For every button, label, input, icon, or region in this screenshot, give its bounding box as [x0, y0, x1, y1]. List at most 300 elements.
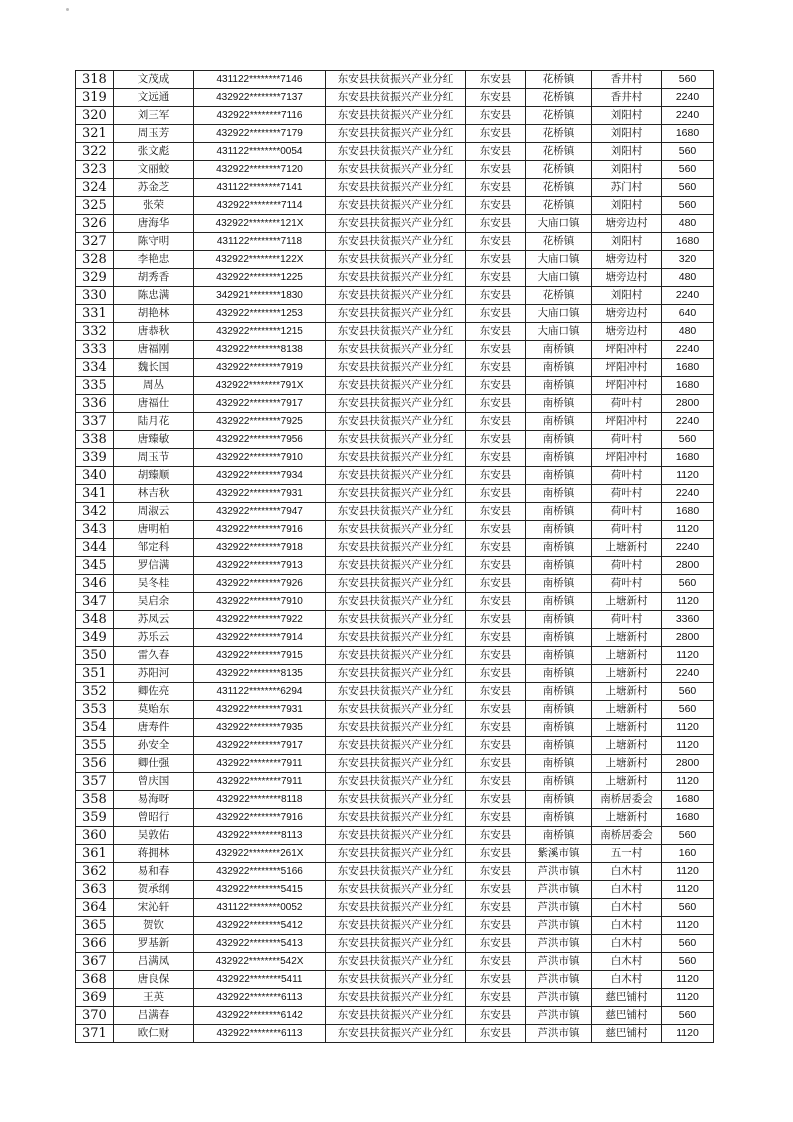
amount-cell: 560	[662, 827, 714, 845]
id-number-cell: 431122********7146	[194, 71, 326, 89]
person-name-cell: 吴启余	[114, 593, 194, 611]
id-number-cell: 432922********7931	[194, 701, 326, 719]
row-number-cell: 350	[76, 647, 114, 665]
project-name-cell: 东安县扶贫振兴产业分红	[326, 125, 466, 143]
person-name-cell: 唐海华	[114, 215, 194, 233]
person-name-cell: 易和春	[114, 863, 194, 881]
village-cell: 刘阳村	[592, 161, 662, 179]
amount-cell: 1120	[662, 1025, 714, 1043]
project-name-cell: 东安县扶贫振兴产业分红	[326, 269, 466, 287]
person-name-cell: 苏凤云	[114, 611, 194, 629]
county-cell: 东安县	[466, 233, 526, 251]
person-name-cell: 曾昭行	[114, 809, 194, 827]
id-number-cell: 432922********7947	[194, 503, 326, 521]
id-number-cell: 432922********6113	[194, 989, 326, 1007]
id-number-cell: 432922********7917	[194, 737, 326, 755]
project-name-cell: 东安县扶贫振兴产业分红	[326, 701, 466, 719]
town-cell: 芦洪市镇	[526, 863, 592, 881]
row-number-cell: 322	[76, 143, 114, 161]
table-row	[76, 539, 714, 557]
village-cell: 坪阳冲村	[592, 413, 662, 431]
id-number-cell: 432922********7919	[194, 359, 326, 377]
id-number-cell: 432922********1253	[194, 305, 326, 323]
village-cell: 上塘新村	[592, 809, 662, 827]
town-cell: 南桥镇	[526, 521, 592, 539]
village-cell: 香井村	[592, 89, 662, 107]
table-row	[76, 971, 714, 989]
table-row	[76, 503, 714, 521]
row-number-cell: 328	[76, 251, 114, 269]
row-number-cell: 341	[76, 485, 114, 503]
county-cell: 东安县	[466, 719, 526, 737]
person-name-cell: 文丽蛟	[114, 161, 194, 179]
amount-cell: 1120	[662, 773, 714, 791]
id-number-cell: 432922********7120	[194, 161, 326, 179]
row-number-cell: 335	[76, 377, 114, 395]
table-row	[76, 863, 714, 881]
table-row	[76, 593, 714, 611]
county-cell: 东安县	[466, 521, 526, 539]
village-cell: 坪阳冲村	[592, 341, 662, 359]
row-number-cell: 343	[76, 521, 114, 539]
table-row	[76, 413, 714, 431]
person-name-cell: 曾庆国	[114, 773, 194, 791]
person-name-cell: 魏长国	[114, 359, 194, 377]
table-row	[76, 953, 714, 971]
id-number-cell: 432922********8138	[194, 341, 326, 359]
project-name-cell: 东安县扶贫振兴产业分红	[326, 341, 466, 359]
person-name-cell: 宋沁轩	[114, 899, 194, 917]
town-cell: 芦洪市镇	[526, 989, 592, 1007]
row-number-cell: 357	[76, 773, 114, 791]
table-row	[76, 683, 714, 701]
id-number-cell: 431122********7118	[194, 233, 326, 251]
project-name-cell: 东安县扶贫振兴产业分红	[326, 827, 466, 845]
village-cell: 白木村	[592, 899, 662, 917]
county-cell: 东安县	[466, 773, 526, 791]
id-number-cell: 432922********6113	[194, 1025, 326, 1043]
id-number-cell: 432922********542X	[194, 953, 326, 971]
county-cell: 东安县	[466, 809, 526, 827]
county-cell: 东安县	[466, 485, 526, 503]
county-cell: 东安县	[466, 899, 526, 917]
village-cell: 塘旁边村	[592, 251, 662, 269]
row-number-cell: 364	[76, 899, 114, 917]
table-row	[76, 647, 714, 665]
town-cell: 花桥镇	[526, 71, 592, 89]
id-number-cell: 432922********5411	[194, 971, 326, 989]
row-number-cell: 319	[76, 89, 114, 107]
village-cell: 白木村	[592, 917, 662, 935]
person-name-cell: 周丛	[114, 377, 194, 395]
project-name-cell: 东安县扶贫振兴产业分红	[326, 107, 466, 125]
row-number-cell: 347	[76, 593, 114, 611]
id-number-cell: 432922********7114	[194, 197, 326, 215]
county-cell: 东安县	[466, 827, 526, 845]
person-name-cell: 陆月花	[114, 413, 194, 431]
person-name-cell: 雷久春	[114, 647, 194, 665]
id-number-cell: 432922********8113	[194, 827, 326, 845]
table-row	[76, 341, 714, 359]
county-cell: 东安县	[466, 917, 526, 935]
table-row	[76, 557, 714, 575]
id-number-cell: 432922********7926	[194, 575, 326, 593]
village-cell: 上塘新村	[592, 773, 662, 791]
project-name-cell: 东安县扶贫振兴产业分红	[326, 791, 466, 809]
id-number-cell: 432922********7916	[194, 809, 326, 827]
row-number-cell: 333	[76, 341, 114, 359]
county-cell: 东安县	[466, 575, 526, 593]
town-cell: 南桥镇	[526, 503, 592, 521]
row-number-cell: 356	[76, 755, 114, 773]
village-cell: 上塘新村	[592, 719, 662, 737]
amount-cell: 1680	[662, 809, 714, 827]
id-number-cell: 432922********6142	[194, 1007, 326, 1025]
county-cell: 东安县	[466, 107, 526, 125]
project-name-cell: 东安县扶贫振兴产业分红	[326, 575, 466, 593]
town-cell: 南桥镇	[526, 413, 592, 431]
town-cell: 南桥镇	[526, 395, 592, 413]
person-name-cell: 胡秀香	[114, 269, 194, 287]
project-name-cell: 东安县扶贫振兴产业分红	[326, 305, 466, 323]
village-cell: 荷叶村	[592, 521, 662, 539]
row-number-cell: 352	[76, 683, 114, 701]
row-number-cell: 334	[76, 359, 114, 377]
town-cell: 紫溪市镇	[526, 845, 592, 863]
row-number-cell: 370	[76, 1007, 114, 1025]
row-number-cell: 321	[76, 125, 114, 143]
id-number-cell: 432922********8135	[194, 665, 326, 683]
town-cell: 南桥镇	[526, 737, 592, 755]
village-cell: 刘阳村	[592, 107, 662, 125]
town-cell: 花桥镇	[526, 287, 592, 305]
amount-cell: 1120	[662, 989, 714, 1007]
project-name-cell: 东安县扶贫振兴产业分红	[326, 287, 466, 305]
amount-cell: 1680	[662, 503, 714, 521]
id-number-cell: 432922********121X	[194, 215, 326, 233]
village-cell: 南桥居委会	[592, 827, 662, 845]
row-number-cell: 363	[76, 881, 114, 899]
county-cell: 东安县	[466, 593, 526, 611]
village-cell: 白木村	[592, 971, 662, 989]
table-row	[76, 215, 714, 233]
village-cell: 荷叶村	[592, 485, 662, 503]
town-cell: 大庙口镇	[526, 269, 592, 287]
county-cell: 东安县	[466, 971, 526, 989]
project-name-cell: 东安县扶贫振兴产业分红	[326, 989, 466, 1007]
amount-cell: 160	[662, 845, 714, 863]
village-cell: 荷叶村	[592, 431, 662, 449]
id-number-cell: 432922********5413	[194, 935, 326, 953]
town-cell: 芦洪市镇	[526, 953, 592, 971]
county-cell: 东安县	[466, 863, 526, 881]
person-name-cell: 蒋拥林	[114, 845, 194, 863]
scan-speck	[66, 8, 69, 11]
village-cell: 荷叶村	[592, 575, 662, 593]
person-name-cell: 李艳忠	[114, 251, 194, 269]
amount-cell: 560	[662, 899, 714, 917]
table-row	[76, 431, 714, 449]
amount-cell: 560	[662, 683, 714, 701]
amount-cell: 560	[662, 143, 714, 161]
table-row	[76, 719, 714, 737]
county-cell: 东安县	[466, 953, 526, 971]
village-cell: 刘阳村	[592, 233, 662, 251]
amount-cell: 1120	[662, 737, 714, 755]
id-number-cell: 431122********0052	[194, 899, 326, 917]
person-name-cell: 周玉节	[114, 449, 194, 467]
person-name-cell: 刘三军	[114, 107, 194, 125]
village-cell: 荷叶村	[592, 467, 662, 485]
table-row	[76, 467, 714, 485]
row-number-cell: 358	[76, 791, 114, 809]
amount-cell: 480	[662, 215, 714, 233]
id-number-cell: 432922********7913	[194, 557, 326, 575]
project-name-cell: 东安县扶贫振兴产业分红	[326, 161, 466, 179]
row-number-cell: 320	[76, 107, 114, 125]
town-cell: 花桥镇	[526, 89, 592, 107]
project-name-cell: 东安县扶贫振兴产业分红	[326, 593, 466, 611]
amount-cell: 2240	[662, 665, 714, 683]
id-number-cell: 432922********7934	[194, 467, 326, 485]
person-name-cell: 贺承纲	[114, 881, 194, 899]
village-cell: 上塘新村	[592, 683, 662, 701]
town-cell: 南桥镇	[526, 773, 592, 791]
county-cell: 东安县	[466, 449, 526, 467]
county-cell: 东安县	[466, 935, 526, 953]
project-name-cell: 东安县扶贫振兴产业分红	[326, 773, 466, 791]
village-cell: 坪阳冲村	[592, 449, 662, 467]
row-number-cell: 353	[76, 701, 114, 719]
person-name-cell: 卿佐亮	[114, 683, 194, 701]
project-name-cell: 东安县扶贫振兴产业分红	[326, 539, 466, 557]
row-number-cell: 324	[76, 179, 114, 197]
row-number-cell: 349	[76, 629, 114, 647]
county-cell: 东安县	[466, 377, 526, 395]
amount-cell: 2800	[662, 557, 714, 575]
town-cell: 南桥镇	[526, 701, 592, 719]
table-row	[76, 611, 714, 629]
id-number-cell: 432922********7922	[194, 611, 326, 629]
row-number-cell: 367	[76, 953, 114, 971]
village-cell: 白木村	[592, 881, 662, 899]
village-cell: 塘旁边村	[592, 215, 662, 233]
row-number-cell: 323	[76, 161, 114, 179]
town-cell: 南桥镇	[526, 629, 592, 647]
id-number-cell: 432922********7925	[194, 413, 326, 431]
town-cell: 南桥镇	[526, 755, 592, 773]
person-name-cell: 唐寿件	[114, 719, 194, 737]
county-cell: 东安县	[466, 179, 526, 197]
person-name-cell: 罗基新	[114, 935, 194, 953]
amount-cell: 1120	[662, 917, 714, 935]
county-cell: 东安县	[466, 629, 526, 647]
person-name-cell: 苏金芝	[114, 179, 194, 197]
project-name-cell: 东安县扶贫振兴产业分红	[326, 881, 466, 899]
person-name-cell: 胡艳林	[114, 305, 194, 323]
person-name-cell: 孙安全	[114, 737, 194, 755]
row-number-cell: 325	[76, 197, 114, 215]
town-cell: 南桥镇	[526, 647, 592, 665]
town-cell: 南桥镇	[526, 377, 592, 395]
person-name-cell: 吴敦佑	[114, 827, 194, 845]
row-number-cell: 371	[76, 1025, 114, 1043]
table-row	[76, 449, 714, 467]
amount-cell: 1120	[662, 881, 714, 899]
project-name-cell: 东安县扶贫振兴产业分红	[326, 71, 466, 89]
amount-cell: 1120	[662, 467, 714, 485]
table-row	[76, 755, 714, 773]
town-cell: 南桥镇	[526, 485, 592, 503]
amount-cell: 1680	[662, 359, 714, 377]
village-cell: 白木村	[592, 935, 662, 953]
amount-cell: 1120	[662, 863, 714, 881]
village-cell: 塘旁边村	[592, 323, 662, 341]
id-number-cell: 432922********7910	[194, 593, 326, 611]
row-number-cell: 332	[76, 323, 114, 341]
row-number-cell: 348	[76, 611, 114, 629]
person-name-cell: 唐明柏	[114, 521, 194, 539]
county-cell: 东安县	[466, 341, 526, 359]
county-cell: 东安县	[466, 1007, 526, 1025]
person-name-cell: 文远通	[114, 89, 194, 107]
id-number-cell: 432922********7179	[194, 125, 326, 143]
table-row	[76, 827, 714, 845]
row-number-cell: 354	[76, 719, 114, 737]
person-name-cell: 林吉秋	[114, 485, 194, 503]
table-row	[76, 701, 714, 719]
person-name-cell: 周淑云	[114, 503, 194, 521]
id-number-cell: 432922********261X	[194, 845, 326, 863]
village-cell: 刘阳村	[592, 197, 662, 215]
table-row	[76, 287, 714, 305]
row-number-cell: 345	[76, 557, 114, 575]
village-cell: 塘旁边村	[592, 305, 662, 323]
table-row	[76, 377, 714, 395]
person-name-cell: 吴冬桂	[114, 575, 194, 593]
amount-cell: 560	[662, 431, 714, 449]
project-name-cell: 东安县扶贫振兴产业分红	[326, 377, 466, 395]
town-cell: 花桥镇	[526, 143, 592, 161]
town-cell: 南桥镇	[526, 557, 592, 575]
amount-cell: 1120	[662, 971, 714, 989]
project-name-cell: 东安县扶贫振兴产业分红	[326, 413, 466, 431]
village-cell: 坪阳冲村	[592, 359, 662, 377]
project-name-cell: 东安县扶贫振兴产业分红	[326, 467, 466, 485]
id-number-cell: 432922********7914	[194, 629, 326, 647]
table-row	[76, 395, 714, 413]
town-cell: 南桥镇	[526, 593, 592, 611]
table-row	[76, 71, 714, 89]
amount-cell: 560	[662, 179, 714, 197]
village-cell: 坪阳冲村	[592, 377, 662, 395]
table-row	[76, 323, 714, 341]
id-number-cell: 432922********7916	[194, 521, 326, 539]
id-number-cell: 432922********122X	[194, 251, 326, 269]
project-name-cell: 东安县扶贫振兴产业分红	[326, 737, 466, 755]
project-name-cell: 东安县扶贫振兴产业分红	[326, 521, 466, 539]
project-name-cell: 东安县扶贫振兴产业分红	[326, 755, 466, 773]
village-cell: 荷叶村	[592, 395, 662, 413]
county-cell: 东安县	[466, 359, 526, 377]
person-name-cell: 易海呀	[114, 791, 194, 809]
amount-cell: 2240	[662, 287, 714, 305]
row-number-cell: 344	[76, 539, 114, 557]
county-cell: 东安县	[466, 287, 526, 305]
project-name-cell: 东安县扶贫振兴产业分红	[326, 845, 466, 863]
table-row	[76, 917, 714, 935]
project-name-cell: 东安县扶贫振兴产业分红	[326, 143, 466, 161]
town-cell: 南桥镇	[526, 449, 592, 467]
amount-cell: 480	[662, 323, 714, 341]
amount-cell: 640	[662, 305, 714, 323]
id-number-cell: 432922********7931	[194, 485, 326, 503]
row-number-cell: 318	[76, 71, 114, 89]
table-row	[76, 845, 714, 863]
person-name-cell: 张文彪	[114, 143, 194, 161]
project-name-cell: 东安县扶贫振兴产业分红	[326, 395, 466, 413]
project-name-cell: 东安县扶贫振兴产业分红	[326, 323, 466, 341]
project-name-cell: 东安县扶贫振兴产业分红	[326, 809, 466, 827]
row-number-cell: 365	[76, 917, 114, 935]
id-number-cell: 432922********7918	[194, 539, 326, 557]
county-cell: 东安县	[466, 647, 526, 665]
county-cell: 东安县	[466, 755, 526, 773]
id-number-cell: 432922********7910	[194, 449, 326, 467]
county-cell: 东安县	[466, 431, 526, 449]
person-name-cell: 张荣	[114, 197, 194, 215]
town-cell: 芦洪市镇	[526, 1025, 592, 1043]
project-name-cell: 东安县扶贫振兴产业分红	[326, 1007, 466, 1025]
project-name-cell: 东安县扶贫振兴产业分红	[326, 665, 466, 683]
person-name-cell: 陈守明	[114, 233, 194, 251]
village-cell: 刘阳村	[592, 143, 662, 161]
row-number-cell: 361	[76, 845, 114, 863]
amount-cell: 2240	[662, 89, 714, 107]
table-row	[76, 1025, 714, 1043]
id-number-cell: 432922********7911	[194, 755, 326, 773]
county-cell: 东安县	[466, 323, 526, 341]
county-cell: 东安县	[466, 611, 526, 629]
town-cell: 花桥镇	[526, 125, 592, 143]
town-cell: 芦洪市镇	[526, 881, 592, 899]
village-cell: 上塘新村	[592, 539, 662, 557]
village-cell: 上塘新村	[592, 737, 662, 755]
table-row	[76, 737, 714, 755]
town-cell: 南桥镇	[526, 539, 592, 557]
table-row	[76, 809, 714, 827]
project-name-cell: 东安县扶贫振兴产业分红	[326, 215, 466, 233]
row-number-cell: 351	[76, 665, 114, 683]
id-number-cell: 432922********1215	[194, 323, 326, 341]
county-cell: 东安县	[466, 89, 526, 107]
amount-cell: 560	[662, 197, 714, 215]
town-cell: 大庙口镇	[526, 215, 592, 233]
table-row	[76, 251, 714, 269]
county-cell: 东安县	[466, 557, 526, 575]
person-name-cell: 苏阳河	[114, 665, 194, 683]
town-cell: 南桥镇	[526, 791, 592, 809]
town-cell: 花桥镇	[526, 161, 592, 179]
project-name-cell: 东安县扶贫振兴产业分红	[326, 719, 466, 737]
id-number-cell: 342921********1830	[194, 287, 326, 305]
project-name-cell: 东安县扶贫振兴产业分红	[326, 197, 466, 215]
county-cell: 东安县	[466, 467, 526, 485]
village-cell: 上塘新村	[592, 647, 662, 665]
amount-cell: 320	[662, 251, 714, 269]
table-row	[76, 575, 714, 593]
project-name-cell: 东安县扶贫振兴产业分红	[326, 449, 466, 467]
